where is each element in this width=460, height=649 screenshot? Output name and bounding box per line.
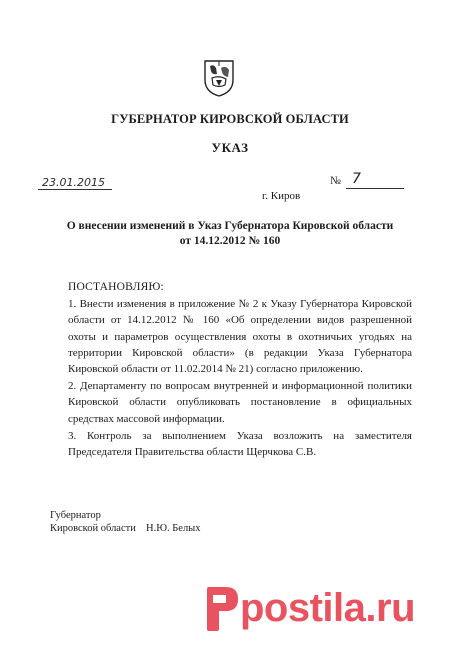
subject-line-2: от 14.12.2012 № 160 [179, 235, 281, 247]
paragraph-1 [68, 296, 412, 377]
document-number: 7 [352, 171, 361, 187]
number-underline [346, 188, 404, 189]
paragraph-3-text: 3. Контроль за выполнением Указа возложить на заместителя Председателя Правительства области Щерчкова С.В. [68, 430, 412, 459]
paragraph-3 [68, 428, 412, 461]
decree-word: ПОСТАНОВЛЯЮ: [68, 281, 164, 293]
document-city: г. Киров [262, 190, 301, 202]
paragraph-2 [68, 378, 412, 427]
kirov-coat-of-arms-icon [202, 58, 236, 98]
watermark-text: postila.ru [240, 586, 416, 630]
signatory-title-line-1: Губернатор [50, 510, 101, 521]
signatory-title-line-2: Кировской области [50, 523, 136, 534]
paragraph-1-text: 1. Внести изменения в приложение № 2 к Указу Губернатора Кировской области от 14.12.2012 № 160 «Об определении видов разрешенной охоты и параметров осуществления охоты в охотничьих угодьях на территории Кировской области» (в редакции Указа Губернатора Кировской области от 11.02.2014 № 21) согласно приложению. [68, 298, 412, 376]
number-label: № [330, 175, 341, 187]
document-type-heading: УКАЗ [211, 140, 249, 155]
postila-logo-icon [192, 584, 242, 634]
paragraph-2-text: 2. Департаменту по вопросам внутренней и информационной политики Кировской области опубликовать постановление в официальных средствах массовой информации. [68, 380, 412, 425]
signatory-name: Н.Ю. Белых [146, 523, 201, 534]
subject-line-1: О внесении изменений в Указ Губернатора Кировской области [66, 220, 394, 232]
issuer-heading: ГУБЕРНАТОР КИРОВСКОЙ ОБЛАСТИ [111, 112, 349, 126]
document-date: 23.01.2015 [42, 176, 105, 189]
date-underline [38, 189, 112, 190]
